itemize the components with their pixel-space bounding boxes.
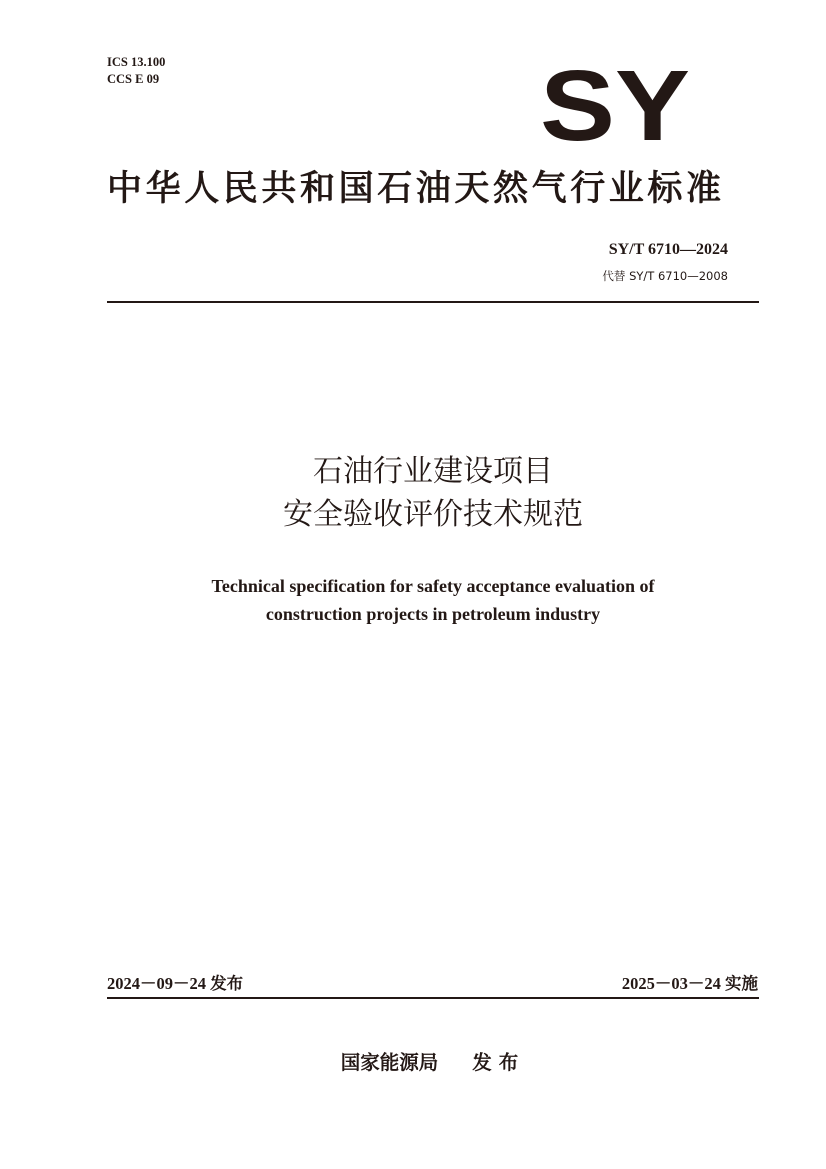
standard-number: SY/T 6710—2024 (608, 241, 728, 258)
classification-codes (107, 54, 165, 88)
ics-code: ICS 13.100 (107, 55, 166, 69)
publisher-name: 国家能源局 (340, 1051, 439, 1074)
chinese-title-line-2: 安全验收评价技术规范 (283, 497, 583, 532)
english-title-line-2: construction projects in petroleum industry (265, 604, 601, 624)
publisher (0, 1050, 826, 1076)
publisher-action: 发布 (472, 1051, 526, 1074)
sy-logo (538, 62, 693, 146)
sy-logo-graphic (538, 62, 693, 146)
standard-organization: 中华人民共和国石油天然气行业标准 (107, 169, 725, 209)
english-title (0, 572, 826, 628)
chinese-title (0, 450, 826, 536)
top-divider (107, 301, 759, 303)
implementation-date: 2025－03－24 实施 (621, 974, 758, 993)
replaces-standard: 代替 SY/T 6710—2008 (602, 269, 728, 283)
chinese-title-line-1: 石油行业建设项目 (313, 454, 553, 489)
issue-date: 2024－09－24 发布 (107, 974, 244, 993)
ccs-code: CCS E 09 (107, 72, 160, 86)
sy-logo-text: SY (540, 62, 690, 146)
bottom-divider (107, 997, 759, 999)
english-title-line-1: Technical specification for safety acceptance evaluation of (211, 576, 655, 596)
